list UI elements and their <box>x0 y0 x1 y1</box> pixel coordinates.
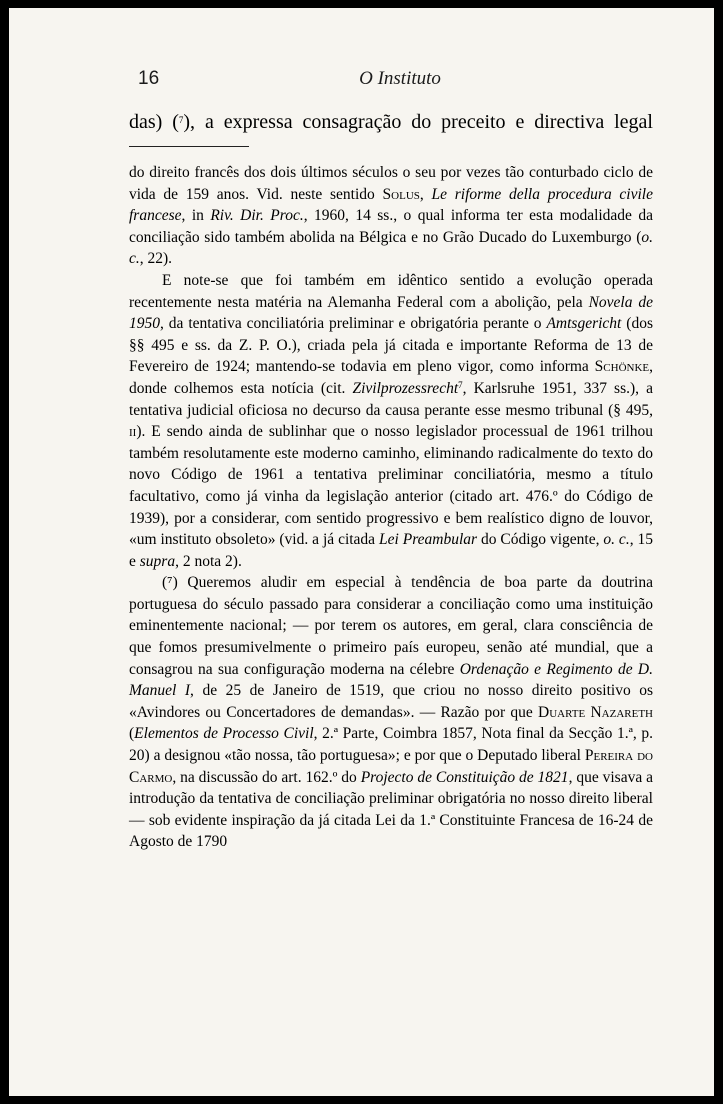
text-run: , 1960, 14 ss., o qual informa ter esta modalidade da conciliação sido também abolida na Bélgica e no Grão Ducado do Luxemburgo ( <box>129 207 654 246</box>
text-run: , 2 nota 2). <box>175 552 242 570</box>
roman-numeral: ii <box>129 423 137 441</box>
page-number: 16 <box>138 68 160 89</box>
text-run: , <box>419 185 432 203</box>
text-run: , in <box>181 207 211 225</box>
footnote-paragraph-2 <box>129 270 653 572</box>
text-run: (dos §§ 495 e ss. da Z. P. O.), criada pela já citada e importante Reforma de 13 de Fevereiro de 1924; mantendo-se todavia em pleno vigor, como informa <box>129 315 653 376</box>
text-run: Queremos aludir em especial à tendência de boa parte da doutrina portuguesa do século passado para considerar a conciliação como uma instituição eminentemente nacional; — por terem os autores, em geral, clara consciência de que fomos presumivelmente o primeiro país europeu, senão até mundial, que a consagrou na sua configuração moderna na célebre <box>129 574 653 678</box>
body-text-end: ), a expressa consagração do preceito e directiva legal <box>183 111 653 133</box>
footnote-ref-marker: 7 <box>178 115 184 125</box>
work-title: Zivilprozessrecht <box>352 379 459 397</box>
journal-title: Riv. Dir. Proc. <box>210 207 304 225</box>
footnote-marker: (⁷) <box>162 574 178 592</box>
work-title: Projecto de Constituição de 1821 <box>360 768 569 786</box>
running-title: O Instituto <box>359 68 441 89</box>
footnotes <box>129 162 653 853</box>
text-run: , da tentativa conciliatória preliminar e obrigatória perante o <box>160 315 547 333</box>
citation-abbrev: o. c. <box>129 228 653 268</box>
foreign-term: Amtsgericht <box>546 315 622 333</box>
text-run: , 15 e <box>129 531 653 570</box>
work-title: Novela de 1950 <box>129 293 653 333</box>
text-run: , que visava a introdução da tentativa de conciliação preliminar obrigatória no nosso direito liberal — sob evidente inspiração da já citada Lei da 1.ª Constituinte Francesa de 16-24 de Agosto de 1790 <box>129 768 653 851</box>
work-title: Le riforme della procedura civile francese <box>129 185 653 225</box>
text-run: E note-se que foi também em idêntico sentido a evolução operada recentemente nesta matéria na Alemanha Federal com a abolição, pela <box>129 271 653 311</box>
citation-abbrev: supra <box>139 552 176 570</box>
text-run: do Código vigente, <box>477 531 604 549</box>
work-title: Ordenação e Regimento de D. Manuel I <box>129 660 653 700</box>
work-title: Lei Preambular <box>379 531 478 549</box>
edition-marker: 7 <box>458 379 463 390</box>
text-run: , na discussão do art. 162.º do <box>172 768 361 786</box>
footnote-continuation <box>129 162 653 270</box>
author-name: Pereira do Carmo <box>129 747 653 786</box>
work-title: Elementos de Processo Civil <box>134 725 314 743</box>
body-text-line <box>129 110 653 134</box>
footnote-separator <box>129 146 249 147</box>
page-header <box>138 68 662 94</box>
text-run: ). E sendo ainda de sublinhar que o nosso legislador processual de 1961 trilhou também resolutamente este moderno caminho, eliminando radicalmente do texto do novo Código de 1961 a tentativa preliminar conciliatória, mesmo a título facultativo, como já vinha da legislação anterior (citado art. 476.º do Código de 1939), por a considerar, com sentido progressivo e bem realístico digno de louvor, «um instituto obsoleto» (vid. a já citada <box>129 423 653 549</box>
text-run: , Karlsruhe 1951, 337 ss.), a tentativa judicial oficiosa no decurso da causa perante esse mesmo tribunal (§ 495, <box>129 379 653 419</box>
body-text-start: das) ( <box>129 111 179 133</box>
citation-abbrev: o. c. <box>603 531 630 549</box>
author-name: Duarte Nazareth <box>538 703 653 721</box>
text-run: , de 25 de Janeiro de 1519, que criou no nosso direito positivo os «Avindores ou Concertadores de demandas». — Razão por que <box>129 682 653 721</box>
text-run: ( <box>129 725 135 743</box>
text-run: do direito francês dos dois últimos séculos o seu por vezes tão conturbado ciclo de vida de 159 anos. Vid. neste sentido <box>129 164 653 203</box>
footnote-7 <box>129 572 653 853</box>
text-run: , donde colhemos esta notícia (cit. <box>129 358 653 397</box>
author-name: Schönke <box>594 358 650 376</box>
text-run: , 22). <box>139 250 173 268</box>
author-name: Solus <box>382 185 420 203</box>
text-run: , 2.ª Parte, Coimbra 1857, Nota final da Secção 1.ª, p. 20) a designou «tão nossa, tão portuguesa»; e por que o Deputado liberal <box>129 725 653 765</box>
